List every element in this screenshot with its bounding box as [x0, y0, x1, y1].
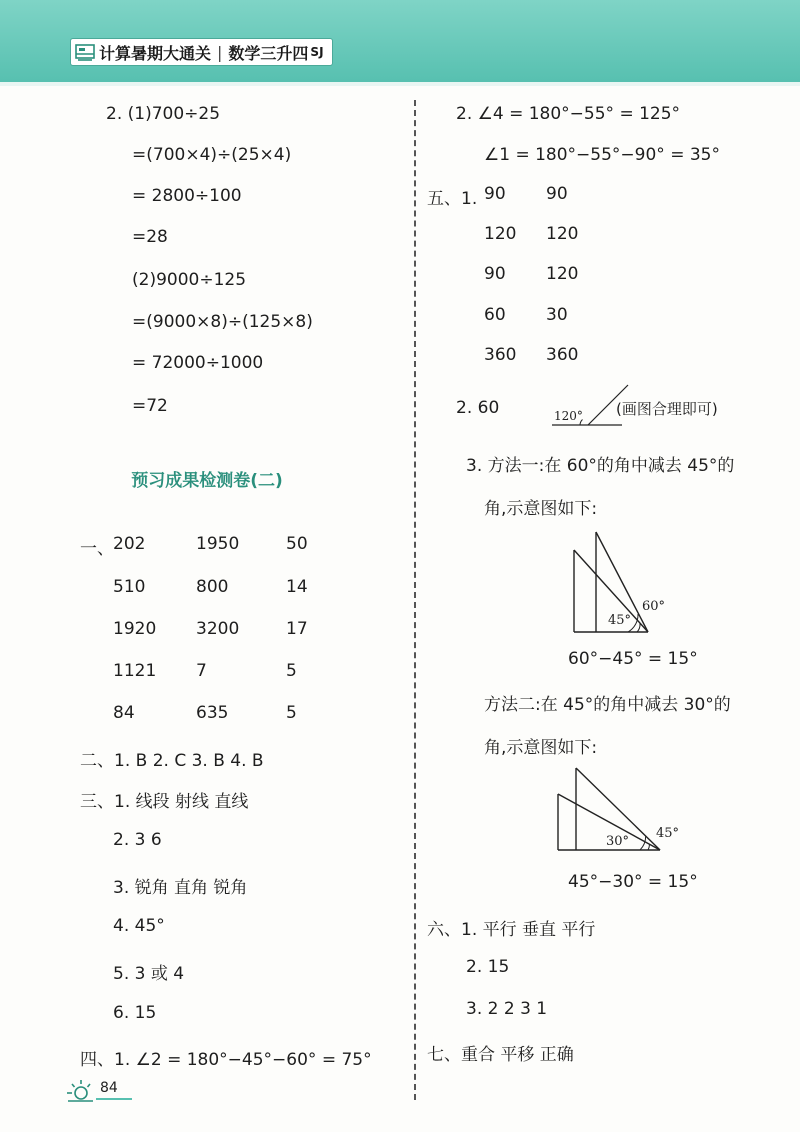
- angle-label-45b: 45°: [656, 826, 680, 841]
- page-number: 84: [96, 1080, 132, 1100]
- q2-answers: 二、1. B 2. C 3. B 4. B: [80, 751, 264, 771]
- q1-cell: 3200: [196, 619, 240, 639]
- q6-item-3: 3. 2 2 3 1: [466, 999, 548, 1019]
- q5-item-3-line-2: 角,示意图如下:: [484, 499, 598, 519]
- method-2-result: 45°−30° = 15°: [568, 872, 698, 892]
- figure-method-2: [552, 766, 692, 856]
- q4-item-1: 四、1. ∠2 = 180°−45°−60° = 75°: [80, 1050, 372, 1070]
- q1-cell: 7: [196, 661, 207, 681]
- left-line-3: = 2800÷100: [132, 186, 242, 206]
- left-line-6: =(9000×8)÷(125×8): [132, 312, 313, 332]
- q3-item-6: 6. 15: [113, 1003, 157, 1023]
- q5-cell: 90: [484, 264, 506, 284]
- q5-cell: 60: [484, 305, 506, 325]
- q1-cell: 14: [286, 577, 308, 597]
- q5-item-3-line-1: 3. 方法一:在 60°的角中减去 45°的: [466, 456, 735, 476]
- left-line-2: =(700×4)÷(25×4): [132, 145, 292, 165]
- q1-cell: 1121: [113, 661, 157, 681]
- right-line-1: 2. ∠4 = 180°−55° = 125°: [456, 104, 681, 124]
- angle-label-30: 30°: [606, 834, 630, 849]
- header-divider: |: [217, 42, 223, 62]
- method-2-line-2: 角,示意图如下:: [484, 738, 598, 758]
- q5-cell: 30: [546, 305, 568, 325]
- q1-label: 一、: [80, 539, 114, 559]
- q5-label: 五、1.: [427, 189, 478, 209]
- q3-item-2: 2. 3 6: [113, 830, 162, 850]
- left-line-5: (2)9000÷125: [132, 270, 247, 290]
- q3-item-1: 三、1. 线段 射线 直线: [80, 792, 249, 812]
- left-line-8: =72: [132, 396, 168, 416]
- q1-cell: 635: [196, 703, 229, 723]
- sun-icon: [64, 1078, 94, 1104]
- right-line-2: ∠1 = 180°−55°−90° = 35°: [484, 145, 720, 165]
- q1-cell: 1950: [196, 534, 240, 554]
- q1-cell: 510: [113, 577, 146, 597]
- q1-cell: 84: [113, 703, 135, 723]
- q6-item-2: 2. 15: [466, 957, 510, 977]
- q5-cell: 360: [484, 345, 517, 365]
- q7-answers: 七、重合 平移 正确: [427, 1045, 574, 1065]
- edition-label: SJ: [310, 45, 324, 59]
- column-divider: [414, 100, 416, 1100]
- angle-label-120: 120°: [554, 409, 583, 423]
- header-badge: [70, 38, 333, 66]
- left-line-7: = 72000÷1000: [132, 353, 264, 373]
- q5-cell: 90: [546, 184, 568, 204]
- method-2-line-1: 方法二:在 45°的角中减去 30°的: [484, 695, 731, 715]
- q1-cell: 50: [286, 534, 308, 554]
- book-title: 计算暑期大通关: [99, 43, 212, 63]
- q1-cell: 1920: [113, 619, 157, 639]
- left-line-1: 2. (1)700÷25: [106, 104, 221, 124]
- left-line-4: =28: [132, 227, 168, 247]
- q1-cell: 202: [113, 534, 146, 554]
- header-strip: [0, 82, 800, 86]
- q5-item-2: 2. 60: [456, 398, 500, 418]
- q5-item-2-note: (画图合理即可): [616, 400, 718, 418]
- q3-item-4: 4. 45°: [113, 916, 165, 936]
- q5-cell: 90: [484, 184, 506, 204]
- q3-item-5: 5. 3 或 4: [113, 964, 185, 984]
- q5-cell: 120: [546, 264, 579, 284]
- q1-cell: 800: [196, 577, 229, 597]
- q5-cell: 120: [484, 224, 517, 244]
- book-icon: [75, 44, 95, 61]
- q5-cell: 120: [546, 224, 579, 244]
- q1-cell: 5: [286, 703, 297, 723]
- q5-cell: 360: [546, 345, 579, 365]
- method-1-result: 60°−45° = 15°: [568, 649, 698, 669]
- section-title: 预习成果检测卷(二): [131, 471, 283, 491]
- subject-title: 数学三升四: [228, 43, 309, 63]
- q6-item-1: 六、1. 平行 垂直 平行: [427, 920, 596, 940]
- figure-method-1: [560, 526, 690, 638]
- q3-item-3: 3. 锐角 直角 锐角: [113, 878, 248, 898]
- angle-label-60: 60°: [642, 599, 666, 614]
- angle-label-45: 45°: [608, 613, 632, 628]
- q1-cell: 17: [286, 619, 308, 639]
- q1-cell: 5: [286, 661, 297, 681]
